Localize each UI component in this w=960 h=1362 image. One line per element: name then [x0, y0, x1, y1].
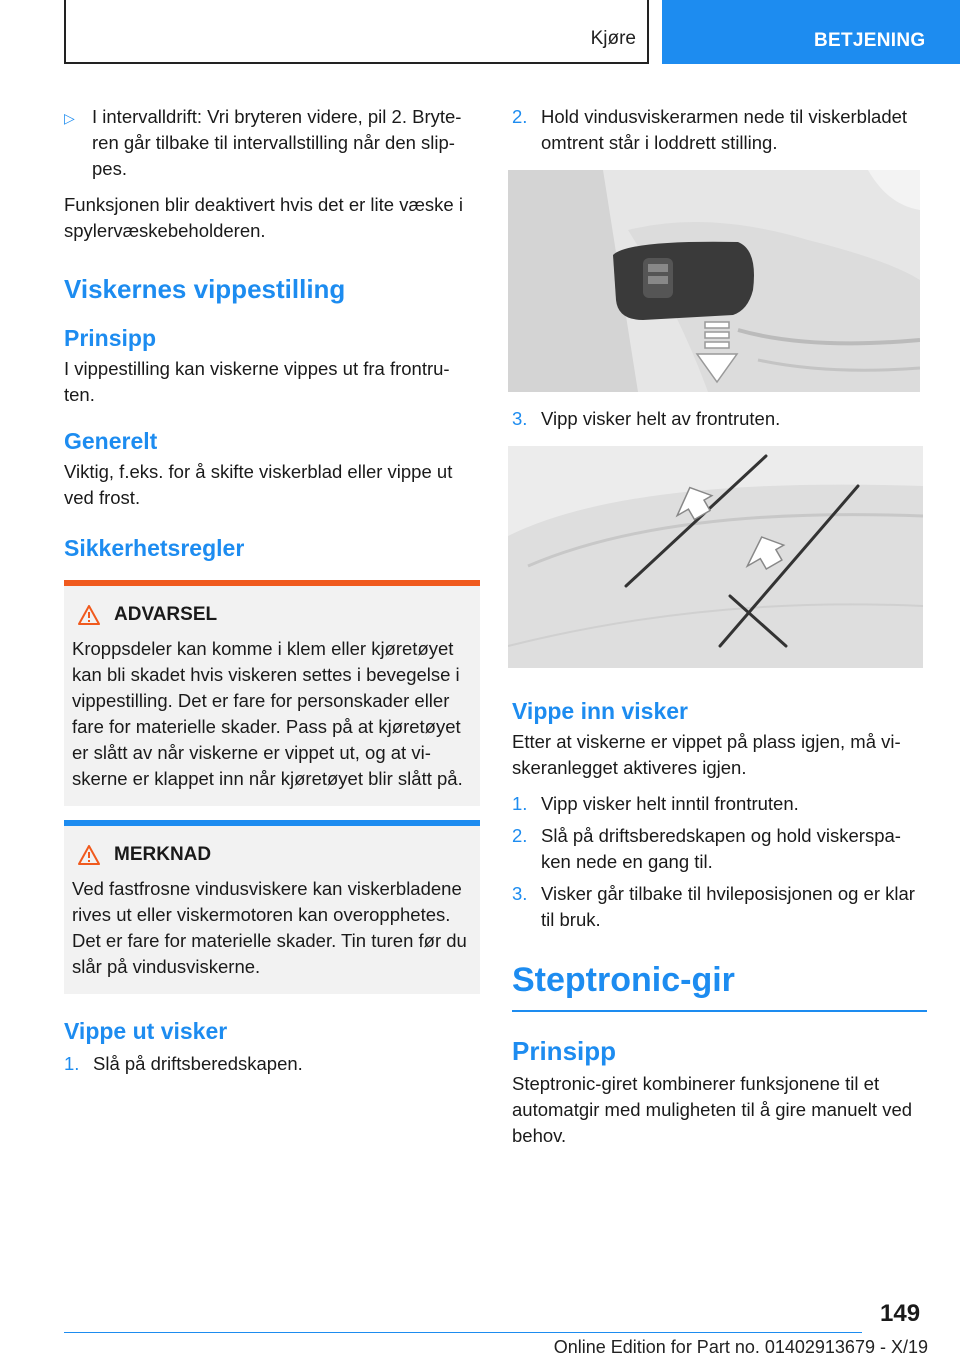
intro-text: Funksjonen blir deaktivert hvis det er lite væske i spylervæskebeholderen. [64, 194, 463, 241]
wiper-lever-illustration [508, 170, 920, 392]
principle-text: I vippestilling kan viskerne vippes ut fra frontru-ten. [64, 358, 450, 405]
wiper-lever-drawing [508, 170, 920, 392]
note-title: MERKNAD [114, 844, 212, 865]
header-section-title: Kjøre [590, 28, 636, 49]
windshield-wipers-illustration [508, 446, 923, 668]
warning-box [64, 580, 480, 806]
step-text: Slå på driftsberedskapen. [93, 1053, 303, 1074]
list-item [512, 791, 927, 817]
list-item [512, 881, 927, 933]
step-text: Vipp visker helt av frontruten. [541, 408, 781, 429]
list-item [512, 104, 927, 156]
step-number: 1. [512, 793, 528, 814]
list-item [64, 1051, 480, 1077]
footer-rule [64, 1332, 862, 1333]
warning-title-row [78, 604, 470, 626]
list-item [512, 823, 927, 875]
footer-edition-text[interactable]: Online Edition for Part no. 01402913679 - X/19 [553, 1337, 928, 1357]
step-number: 3. [512, 883, 528, 904]
section-heading-steptronic: Steptronic-gir [512, 961, 735, 999]
page-number: 149 [880, 1300, 921, 1327]
warning-title: ADVARSEL [114, 604, 218, 625]
subheading-principle: Prinsipp [64, 325, 157, 351]
step-number: 2. [512, 106, 528, 127]
header-frame [64, 0, 649, 64]
subheading-safety: Sikkerhetsregler [64, 535, 245, 561]
step-text: Visker går tilbake til hvileposisjonen og er klar til bruk. [541, 883, 915, 930]
step-text: Hold vindusviskerarmen nede til viskerbladet omtrent står i loddrett stilling. [541, 106, 908, 153]
note-text: Ved fastfrosne vindusviskere kan viskerbladene rives ut eller viskermotoren kan overopphetes. Det er fare for materielle skader. Tin turen før du slår på vindusviskerne. [72, 878, 467, 977]
subheading-fold-out: Vippe ut visker [64, 1018, 228, 1044]
note-title-row [78, 844, 470, 866]
general-text: Viktig, f.eks. for å skifte viskerblad eller vippe ut ved frost. [64, 461, 453, 508]
steptronic-text: Steptronic-giret kombinerer funksjonene til et automatgir med muligheten til å gire manuelt ved behov. [512, 1073, 913, 1146]
left-column [64, 104, 480, 1077]
note-box [64, 820, 480, 994]
bullet-item [64, 104, 480, 182]
step-number: 1. [64, 1053, 80, 1074]
right-column [512, 104, 927, 1149]
step-number: 3. [512, 408, 528, 429]
warning-triangle-icon [78, 605, 100, 625]
warning-text: Kroppsdeler kan komme i klem eller kjøretøyet kan bli skadet hvis viskeren settes i bevegelse i vippestilling. Det er fare for personskader eller fare for materielle skader. Pass på at kjøretøyet er slått av når viskerne er vippet ut, og at vi-skerne er klappet inn når kjøretøyet blir slått på. [72, 638, 463, 789]
step-number: 2. [512, 825, 528, 846]
bullet-text: I intervalldrift: Vri bryteren videre, pil 2. Bryte-ren går tilbake til intervallstilling når den slip-pes. [92, 106, 462, 179]
triangle-right-icon: ▷ [64, 110, 75, 126]
heading-rule [512, 1010, 927, 1012]
windshield-wipers-drawing [508, 446, 923, 668]
fold-in-text: Etter at viskerne er vippet på plass igjen, må vi-skeranlegget aktiveres igjen. [512, 731, 901, 778]
step-text: Slå på driftsberedskapen og hold viskerspa-ken nede en gang til. [541, 825, 901, 872]
subheading-general: Generelt [64, 428, 158, 454]
section-heading: Viskernes vippestilling [64, 274, 346, 304]
step-text: Vipp visker helt inntil frontruten. [541, 793, 799, 814]
note-triangle-icon [78, 845, 100, 865]
list-item [512, 406, 927, 432]
subheading-principle-2: Prinsipp [512, 1036, 617, 1066]
subheading-fold-in: Vippe inn visker [512, 698, 688, 724]
header-chapter-tab[interactable]: BETJENING [662, 0, 960, 64]
